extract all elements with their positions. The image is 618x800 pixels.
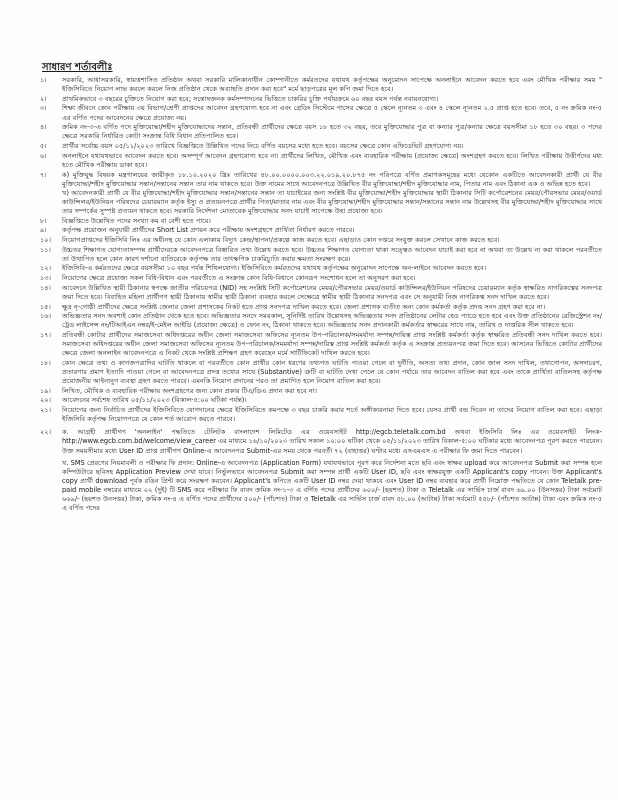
list-item: [40, 406, 602, 424]
item-number: ৮।: [40, 216, 47, 225]
item-number: ৩।: [40, 104, 47, 113]
item-subclause-a: ক) মুক্তিযুদ্ধ বিষয়ক মন্ত্রণালয়ের জারীকৃত ১৮.১০.২০২০ খ্রিঃ তারিখের ৪৮.০০.০০০০.০০৩.২২.০১৯.২০.৮৭৫ নং পরিপত্রে বর্ণিত প্রমাণকসমূহের মধ্যে যেকোন একটিতে আবেদনকারী প্রার্থী যে বীর মুক্তিযোদ্ধা/শহীদ মুক্তিযোদ্ধার সন্তান/সন্তানের সন্তান তার নাম থাকতে হবে। উক্ত নামের সাথে আবেদনপত্রে উল্লিখিত বীর মুক্তিযোদ্ধা/শহীদ মুক্তিযোদ্ধার নাম, পিতার নাম এবং ঠিকানা এক ও অভিন্ন হতে হবে।: [62, 170, 602, 188]
item-subclause-a: ক. আগ্রহী প্রার্থীগণ 'অনলাইন' পদ্ধতিতে টেলিটক বাংলাদেশ লিমিটেড এর ওয়েবসাইট http://egcb.teletalk.com.bd অথবা ইজিসিবি লিঃ এর ওয়েবসাইট লিংক-http://www.egcb.com.bd/welcome/view_career এর মাধ্যমে ১৬/১০/২০২৩ তারিখ সকাল ১০:০০ ঘটিকা থেকে ০৫/১১/২০২৩ তারিখ বিকাল-৫:০০ ঘটিকার মধ্যে আবেদনপত্র পূরণ করতে পারবেন। উক্ত সময়সীমার মধ্যে User ID প্রাপ্ত প্রার্থীগণ Online-এ আবেদনপত্র Submit-এর সময় থেকে পরবর্তী ৭২ (বাহাত্তর) ঘণ্টার মধ্যে এসএমএস এ পরীক্ষার ফি জমা দিতে পারবেন।: [62, 428, 602, 455]
item-text: সরকারি, আধাসরকারি, স্বায়ত্তশাসিত প্রতিষ্ঠান অথবা সরকারি মালিকানাধীন কোম্পানীতে কর্মরতদের যথাযথ কর্তৃপক্ষের অনুমোদন সাপেক্ষে অনলাইনে আবেদন করতে হবে এবং মৌখিক পরীক্ষার সময় " ইজিসিবিতে নিয়োগ লাভ করলে করলে নিজ প্রতিষ্ঠান থেকে অব্যাহতি প্রদান করা হবে" মর্মে ছাড়পত্রের মূল কপি জমা দিতে হবে।: [62, 76, 602, 94]
item-subclause-b: খ) আবেদনকারী প্রার্থী যে বীর মুক্তিযোদ্ধা/শহীদ মুক্তিযোদ্ধার সন্তান/সন্তানের সন্তান তা যাচাইয়ের জন্য সংশ্লিষ্ট বীর মুক্তিযোদ্ধা/শহীদ মুক্তিযোদ্ধার স্থায়ী ঠিকানার সিটি কর্পোরেশনের মেয়র/পৌরসভার মেয়র/ওয়ার্ড কাউন্সিলর/ইউনিয়ন পরিষদের চেয়ারম্যান কর্তৃক ইস্যু ও প্রত্যয়নপত্রে প্রার্থীর পিতা/মাতার নাম এবং বীর মুক্তিযোদ্ধা/শহীদ মুক্তিযোদ্ধার সন্তান/সন্তানের সন্তান নাম উল্লেখসহ বীর মুক্তিযোদ্ধা/শহীদ মুক্তিযোদ্ধার সাথে তার সম্পর্কের সুস্পষ্ট প্রত্যয়ন থাকতে হবে। সরকারি নির্দেশনা মোতাবেক মুক্তিযোদ্ধার সনদ যাচাই সাপেক্ষে উহা প্রযোজ্য হবে।: [62, 188, 602, 215]
item-number: ৪।: [40, 123, 47, 132]
item-number: ১৭।: [40, 331, 51, 340]
item-number: ৭।: [40, 170, 47, 179]
item-number: ১।: [40, 76, 47, 84]
list-item: [40, 226, 602, 235]
item-text: উচ্চতর শিক্ষাগত যোগ্যতাসম্পন্ন প্রার্থীদেরকে আবেদনপত্রে বিস্তারিত তথ্য উল্লেখ করতে হবে। উচ্চতর শিক্ষাগত যোগ্যতা থাকা সত্ত্বেও আবেদন যাচাই করা হবে না অথবা তা উল্লেখ না করা থাকলে পরবর্তীতে তা উত্থাপিত হলে কোন কারণ দর্শানো ব্যতিরেকে কর্তৃপক্ষ তার তাৎক্ষণিক চাকরিচ্যুতি করার ক্ষমতা সংরক্ষণ করে।: [62, 245, 602, 263]
list-item: [40, 303, 602, 312]
item-number: ১৯।: [40, 386, 51, 395]
item-text: প্রতিবন্ধী কোটার প্রার্থীদের সমাজসেবা অধিদপ্তরের অধীন জেলা সমাজসেবা অফিসের ন্যূনতম উপ-পরিচালক/সমমর্যাদা সম্পন্ন/দায়িত্ব প্রাপ্ত সংশ্লিষ্ট কর্মকর্তা কর্তৃক স্বাক্ষরিত প্রতিবন্ধী সনদ দাখিল করতে হবে। সমাজসেবা অধিদপ্তরের অধীন জেলা সমাজসেবা অফিসের ন্যূনতম উপ-পরিচালক/সমমর্যাদা সম্পন্ন/দায়িত্ব প্রাপ্ত সংশ্লিষ্ট কর্মকর্তা কর্তৃক এ সংক্রান্ত প্রত্যয়নপত্র জমা দিতে হবে। আসনের ভিত্তিতে কোটার প্রার্থীদের ক্ষেত্রে জেলা অনলাইন আবেদনপত্রে এ নিকট থেকে সংশ্লিষ্ট প্রশিক্ষণ গ্রহণ করেছেন মর্মে সার্টিফিকেট দাখিল করতে হবে।: [62, 331, 602, 358]
item-body: [62, 171, 602, 216]
list-item-application: [40, 428, 602, 513]
item-number: ২১।: [40, 406, 51, 415]
item-body: [62, 428, 602, 513]
item-number: ২২।: [40, 428, 51, 437]
list-item: [40, 331, 602, 358]
item-number: ১১।: [40, 245, 51, 254]
list-item: [40, 123, 602, 141]
terms-list: [40, 76, 602, 514]
item-text: প্রাথমিকভাবে ৩ বছরের চুক্তিতে নিয়োগ করা হবে; সন্তোষজনক কর্মসম্পাদনের ভিত্তিতে চাকরির চুক্তি পর্যায়ক্রমে ৬০ বছর বয়স পর্যন্ত নবায়নযোগ্য।: [62, 94, 439, 103]
list-item: [40, 236, 602, 245]
list-item: [40, 312, 602, 330]
section-heading: সাধারণ শর্তাবলীঃ: [42, 62, 113, 73]
item-number: ৬।: [40, 151, 47, 160]
item-text: বিজ্ঞপ্তিতে উল্লেখিত পদের সংখ্যা কম বা বেশী হতে পারে।: [62, 216, 211, 225]
item-number: ১৮।: [40, 358, 51, 367]
item-text: প্রার্থীর সর্বোচ্চ বয়স ০৫/১১/২০২৩ তারিখে বিজ্ঞপ্তিতে উল্লিখিত পদের নিচে বর্ণিত বয়সের মধ্যে হতে হবে। বয়সের ক্ষেত্রে কোন এফিডেভিট গ্রহণযোগ্য নয়।: [62, 142, 464, 151]
list-item-freedom-fighter: [40, 171, 602, 216]
item-text: নিয়োগের জন্য নির্বাচিত প্রার্থীদের ইজিসিবিতে যোগদানের ক্ষেত্রে ইজিসিবিতে কমপক্ষে ৩ বছর চাকরি করার শর্তে অঙ্গীকারনামা দিতে হবে। যেসব প্রার্থী বন্ড দিবেন না তাদের নিয়োগ বাতিল করা হবে। এছাড়া ইজিসিবি কর্তৃপক্ষ নিয়োগপত্রে যে কোন শর্ত আরোপ করতে পারবে।: [62, 406, 602, 424]
item-number: ১০।: [40, 235, 51, 244]
list-item: [40, 274, 602, 283]
item-number: ২০।: [40, 396, 51, 405]
list-item: [40, 359, 602, 386]
list-item: [40, 104, 602, 122]
list-item: [40, 396, 602, 405]
item-text: আবেদনে উল্লিখিত স্থায়ী ঠিকানার স্বপক্ষে জাতীয় পরিচয়পত্র (NID) সহ সংশ্লিষ্ট সিটি কর্পোরেশনের মেয়র/পৌরসভার মেয়র/ওয়ার্ড কাউন্সিলর/ইউনিয়ন পরিষদের চেয়ারম্যান কর্তৃক স্বাক্ষরিত নাগরিকত্বের সনদপত্র জমা দিতে হবে। বিবাহিত মহিলা প্রার্থীগণ স্থায়ী ঠিকানায় স্বামীর স্থায়ী ঠিকানা ব্যবহার করলে সেক্ষেত্রে স্বামীর স্থায়ী ঠিকানার সনদপত্র এবং সে অনুযায়ী নিজ নাগরিকত্ব সনদ দাখিল করতে হবে।: [62, 283, 602, 301]
item-text: নিয়োগপ্রাপ্তদের ইজিসিবি লিঃ এর অধীনস্থ যে কোন এলাকায় বিদ্যুৎ কেন্দ্র/স্থাপনা/প্রকল্পে কাজ করতে হবে। এছাড়াও কোন দপ্তরে সংযুক্ত করলে সেখানে কাজ করতে হবে।: [62, 235, 500, 244]
item-text: শিক্ষা জীবনে কোন পরীক্ষায় ৩য় বিভাগ/শ্রেণী প্রাপ্তদের আবেদন গ্রহণযোগ্য হবে না এবং গ্রেডিং সিস্টেমে পাসের ক্ষেত্রে ৫ স্কেলে ন্যূনতম ৩ এবং ৪ স্কেলে ন্যূনতম ২.৫ প্রাপ্ত হতে হবে। তবে, ৫ নং ক্রমিক নং-৫ এর বর্ণিত পদের আবেদনের ক্ষেত্রে প্রযোজ্য নয়।: [62, 104, 602, 122]
list-item: [40, 284, 602, 302]
list-item: [40, 142, 602, 151]
item-number: ১৬।: [40, 312, 51, 321]
item-subclause-b: খ. SMS প্রেরণের নিয়মাবলী ও পরীক্ষার ফি প্রদান: Online-এ আবেদনপত্র (Application Form) যথাযথভাবে পূরণ করে নির্দেশনা মতে ছবি এবং স্বাক্ষর upload করে আবেদনপত্র Submit করা সম্পন্ন হলে কম্পিউটারে ছবিসহ Application Preview দেখা যাবে। নির্ভুলভাবে আবেদনপত্র Submit করা সম্পন্ন প্রার্থী একটি User ID, ছবি এবং স্বাক্ষরযুক্ত একটি Applicant's copy পাবেন। উক্ত Applicant's copy প্রার্থী download পূর্বক রঙিন প্রিন্ট করে সংরক্ষণ করবেন। Applicant's কপিতে একটি User ID নম্বর দেয়া থাকবে এবং User ID নম্বর ব্যবহার করে প্রার্থী নিম্নোক্ত পদ্ধতিতে যে কোন Teletalk pre-paid mobile নম্বরের মাধ্যমে ০২ (দুই) টি SMS করে পরীক্ষার ফি বাবদ ক্রমিক নং-১-৩ এ বর্ণিত পদের প্রার্থীদের ৬০০/- (ছয়শত) টাকা ও Teletalk এর সার্ভিস চার্জ বাবদ ৬৯.০০ (উনসত্তর) টাকা সর্বমোট ৬৬৯/- (ছয়শত উনসত্তর) টাকা, ক্রমিক নং-৪ এ বর্ণিত পদের প্রার্থীদের ৫০০/- (পাঁচশত) টাকা ও Teletalk এর সার্ভিস চার্জ বাবদ ৫৮.০০ (আটান্ন) টাকা সর্বমোট ৫৫৮/- (পাঁচশত আটান্ন) টাকা এবং ক্রমিক নং-৫ এ বর্ণিত পদের: [62, 458, 602, 513]
item-text: লিখিত, মৌখিক ও ব্যবহারিক পরীক্ষায় অংশগ্রহণের জন্য কোন প্রকার টিএ/ডিএ প্রদান করা হবে না।: [62, 386, 318, 395]
item-text: ইজিসিবি-এ কর্মরতদের ক্ষেত্রে বয়সসীমা ১০ বছর পর্যন্ত শিথিলযোগ্য। ইজিসিবিতে কর্মরতদের যথাযথ কর্তৃপক্ষের অনুমোদন সাপেক্ষে অন-লাইনে আবেদন করতে হবে।: [62, 264, 487, 273]
item-text: ক্রমিক নং-৩-এ বর্ণিত পদে মুক্তিযোদ্ধা/শহীদ মুক্তিযোদ্ধাদের সন্তান, প্রতিবন্ধী প্রার্থীদের ক্ষেত্রে বয়স ১৮ হতে ৩২ বছর, তবে মুক্তিযোদ্ধার পুত্র বা কন্যার পুত্র/কন্যার ক্ষেত্রে বয়সসীমা ১৮ হতে ৩০ বছর। ৩ পদের ক্ষেত্রে সরকারি নির্ধারিত কোটা সংক্রান্ত বিধি বিধান প্রতিপালিত হবে।: [62, 123, 602, 141]
list-item: [40, 152, 602, 170]
list-item: [40, 246, 602, 264]
item-number: ১২।: [40, 264, 51, 273]
item-text: ক্ষুদ্র নৃ-গোষ্ঠী প্রার্থীদের ক্ষেত্রে সংশ্লিষ্ট জেলার জেলা প্রশাসকের নিকট হতে প্রাপ্ত সনদপত্র দাখিল করতে হবে। জেলা প্রশাসক ব্যতীত অন্য কোন কর্মকর্তা কর্তৃক প্রদত্ত সনদ গ্রহণ করা হবে না।: [62, 302, 546, 311]
item-text: অনলাইনে যথাযথভাবে আবেদন করতে হবে। অসম্পূর্ণ আবেদন গ্রহণযোগ্য হবে না। প্রার্থীদের লিখিত, মৌখিক এবং ব্যবহারিক পরীক্ষায় (প্রযোজ্য ক্ষেত্রে) অংশগ্রহণ করতে হবে। লিখিত পরীক্ষায় উত্তীর্ণদের মধ্য হতে মৌখিক পরীক্ষায় ডাকা হবে।: [62, 151, 602, 169]
list-item: [40, 387, 602, 396]
item-number: ৫।: [40, 142, 47, 151]
list-item: [40, 217, 602, 226]
list-item: [40, 95, 602, 104]
item-number: ১৪।: [40, 283, 51, 292]
item-number: ২।: [40, 94, 47, 103]
item-number: ১৩।: [40, 274, 51, 283]
item-text: অভিজ্ঞতার সনদ অবশ্যই কোন প্রতিষ্ঠান থেকে হতে হবে। অভিজ্ঞতার সনদে সময়কাল, সুনির্দিষ্ট তারিখ উল্লেখসহ অভিজ্ঞতার সনদ প্রতিষ্ঠানের লেটার হেড প্যাডে হতে হবে এবং উক্ত প্রতিষ্ঠানের রেজিস্ট্রেশন নং/ট্রেড লাইসেন্স নং/টিআইএন নম্বর/ই-মেইল আইডি (প্রযোজ্য ক্ষেত্রে) ও ফোন নং, ঠিকানা থাকতে হবে। অভিজ্ঞতার সনদ প্রদানকারী কর্মকর্তার স্বাক্ষরের সাথে নাম, তারিখ ও দাপ্তরিক সীল থাকতে হবে।: [62, 312, 602, 330]
item-text: আবেদনের সর্বশেষ তারিখ ০৫/১১/২০২৩ (বিকাল-৫:০০ ঘটিকা পর্যন্ত)।: [62, 396, 247, 405]
item-number: ৯।: [40, 226, 47, 235]
item-text: কর্তৃপক্ষ প্রয়োজন অনুযায়ী প্রার্থীদের Short List প্রণয়ন করে পরীক্ষায় অংশগ্রহণে প্রার্থিতা নির্ধারণ করতে পারবে।: [62, 226, 355, 235]
list-item: [40, 76, 602, 94]
item-number: ১৫।: [40, 302, 51, 311]
item-text: কোন ক্ষেত্রে তথ্য ও কাগজপত্রাদির ঘাটতি থাকলে বা পরবর্তীতে কোন প্রার্থীর কোন ধরণের তথ্যগত ঘাটতি পাওয়া গেলে বা দুর্নীতি, অসত্য তথ্য প্রদান, কোন জাল সনদ দাখিল, তথ্যগোপন, অসদাচরণ, প্রতারণার প্রমাণ ইত্যাদি পাওয়া গেলে বা আবেদনপত্রে প্রদত্ত তথ্যের সাথে (Substantive) ত্রুটি বা ঘাটতি দেখা গেলে যে কোন পর্যায়ে তার আবেদন বাতিল করা হবে এবং তাকে প্রার্থিতা বাতিলসহ কর্তৃপক্ষ প্রয়োজনীয় আইনানুগ ব্যবস্থা গ্রহণ করতে পারবে। এমনকি নিয়োগ প্রদানের পরও তা প্রমাণিত হলে নিয়োগ বাতিল করা হবে।: [62, 358, 602, 386]
item-text: নিয়োগের ক্ষেত্রে প্রযোজ্য সকল বিধি-বিধান এবং পরবর্তীতে এ সংক্রান্ত কোন বিধি-বিধানে কোনরূপ সংশোধন হলে তা অনুসরণ করা হবে।: [62, 274, 416, 283]
list-item: [40, 264, 602, 273]
